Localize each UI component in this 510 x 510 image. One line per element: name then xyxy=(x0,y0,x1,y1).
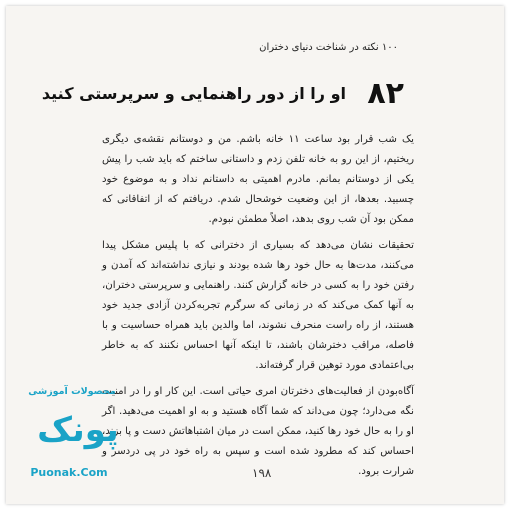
running-head: ۱۰۰ نکته در شناخت دنیای دختران xyxy=(259,42,398,53)
chapter-number: ۸۲ xyxy=(367,76,404,111)
paragraph: یک شب قرار بود ساعت ۱۱ خانه باشم. من و دوستانم نقشه‌ی دیگری ریختیم، از این رو به خانه تلفن زدم و داستانی ساختم که باید شب را پیش یکی از دوستانم بمانم. مادرم اهمیتی به داستانم نداد و به موضوع خود چسبید. بعدها، از این وضعیت خوشحال شدم. دریافتم که از اتفاقاتی که ممکن بود آن شب روی بدهد، اصلاً مطمئن نبودم. xyxy=(102,134,414,225)
body-text xyxy=(102,130,414,482)
watermark-url: Puonak.Com xyxy=(30,466,108,479)
paragraph: تحقیقات نشان می‌دهد که بسیاری از دخترانی که با پلیس مشکل پیدا می‌کنند، مدت‌ها به حال خود رها شده بودند و نیازی نداشته‌اند که آمدن و رفتن خود را به کسی در خانه گزارش کنند. راهنمایی و سرپرستی دختران، به آنها کمک می‌کند که در زمانی که سرگرم تجربه‌کردن آزادی جدید خود هستند، از راه راست منحرف نشوند، اما والدین باید همراه حساسیت و با فاصله، مراقب دخترشان باشند، تا اینکه آنها احساس نکنند که به خاطر بی‌اعتمادی مورد توهین قرار گرفته‌اند. xyxy=(102,240,414,371)
page-number: ۱۹۸ xyxy=(252,466,272,480)
publisher-logo: پونک xyxy=(37,410,119,450)
book-page xyxy=(6,6,504,504)
publisher-watermark xyxy=(14,386,124,486)
paragraph: آگاه‌بودن از فعالیت‌های دخترتان امری حیاتی است. این کار او را در امنیت نگه می‌دارد؛ چون می‌داند که شما آگاه هستید و به او اهمیت می‌دهید. اگر او را به حال خود رها کنید، ممکن است در میان اشتباهاتش دست و پا بزند، احساس کند که مطرود شده است و سپس به راه خود در پی دردسر و شرارت برود. xyxy=(102,386,414,477)
watermark-tagline: محصولات آموزشی xyxy=(28,386,116,397)
chapter-title: او را از دور راهنمایی و سرپرستی کنید xyxy=(41,84,346,103)
